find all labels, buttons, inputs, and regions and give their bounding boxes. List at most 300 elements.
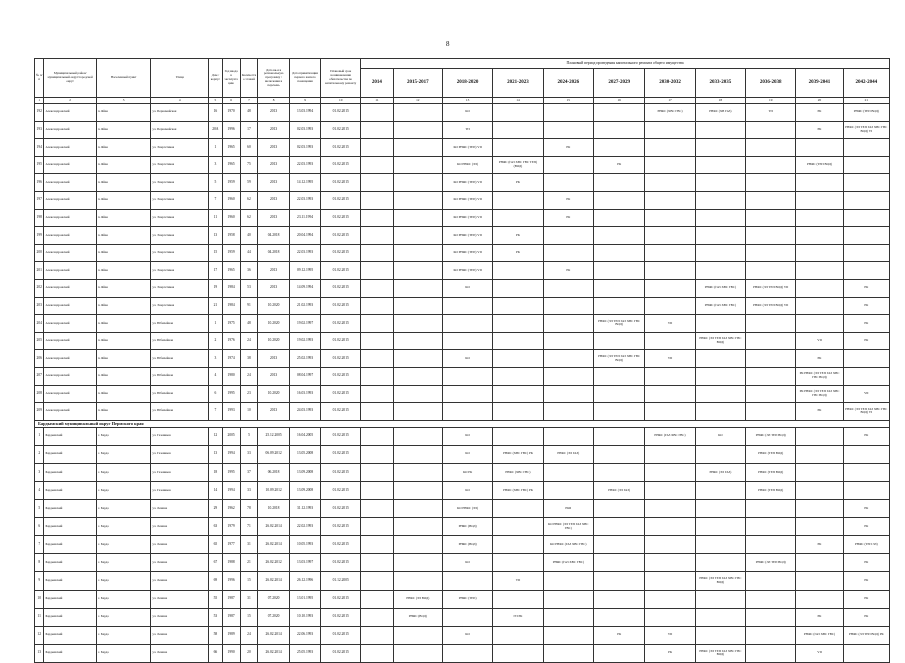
municipality-cell: Александровский (44, 139, 96, 157)
planned-work-cell (361, 427, 394, 445)
street-cell: ул. Первомайская (151, 121, 209, 139)
privatization-date-cell: 22.06.1993 (289, 626, 320, 644)
planned-work-cell (493, 139, 543, 157)
planned-work-cell: РНФС (ЭЛ ТЕП ГАЗ ХВС ГВС ВОД) (593, 350, 644, 368)
planned-work-cell: РНФС (ЭЛ ТЕП ГАЗ ХВС ГВС ВОД) (695, 644, 745, 662)
locality-cell: п. Яйва (96, 156, 151, 174)
planned-work-cell (361, 227, 394, 245)
obligation-date-cell: 01.02.2015 (321, 445, 361, 463)
planned-work-cell (746, 332, 796, 350)
planned-work-cell (493, 297, 543, 315)
planned-work-cell (543, 403, 593, 421)
planned-work-cell (695, 536, 745, 554)
locality-cell: п. Яйва (96, 315, 151, 333)
row-number: 195 (35, 156, 44, 174)
privatization-date-cell: 22.03.1993 (289, 244, 320, 262)
planned-work-cell (843, 191, 889, 209)
built-year-cell: 1987 (222, 590, 240, 608)
planned-work-cell (393, 536, 442, 554)
locality-cell: с. Барда (96, 554, 151, 572)
house-cell: 4 (209, 367, 223, 385)
locality-cell: п. Яйва (96, 139, 151, 157)
inclusion-date-cell: 2013 (258, 262, 289, 280)
built-year-cell: 1995 (222, 463, 240, 481)
planned-work-cell (493, 385, 543, 403)
planned-work-cell (695, 227, 745, 245)
planned-work-cell (393, 244, 442, 262)
house-cell: 11 (209, 209, 223, 227)
municipality-cell: Александровский (44, 262, 96, 280)
obligation-date-cell: 01.02.2015 (321, 385, 361, 403)
column-number: 14 (493, 98, 543, 104)
table-row (35, 227, 890, 245)
planned-work-cell (645, 227, 695, 245)
planned-work-cell (593, 191, 644, 209)
planned-work-cell (361, 608, 394, 626)
privatization-date-cell: 25.05.1993 (289, 644, 320, 662)
planned-work-cell: РК (843, 554, 889, 572)
inclusion-date-cell: 10.2020 (258, 297, 289, 315)
planned-work-cell (695, 174, 745, 192)
row-number: 6 (35, 518, 44, 536)
planned-work-cell (543, 332, 593, 350)
planned-work-cell (746, 500, 796, 518)
planned-work-cell (361, 350, 394, 368)
table-row (35, 174, 890, 192)
planned-work-cell (543, 590, 593, 608)
planned-work-cell (442, 403, 492, 421)
table-row (35, 367, 890, 385)
built-year-cell: 1996 (222, 572, 240, 590)
planned-work-cell (593, 427, 644, 445)
floors-cell: 10 (240, 403, 258, 421)
obligation-date-cell: 01.02.2015 (321, 536, 361, 554)
privatization-date-cell: 22.02.1993 (289, 518, 320, 536)
table-row (35, 608, 890, 626)
planned-work-cell: КО РНФС (ТЕП) VII (442, 191, 492, 209)
floors-cell: 20 (240, 644, 258, 662)
planned-work-cell (645, 121, 695, 139)
column-number: 3 (96, 98, 151, 104)
planned-work-cell (695, 121, 745, 139)
planned-work-cell (593, 518, 644, 536)
planned-work-cell: РК (843, 500, 889, 518)
municipality-cell: Бардымский (44, 572, 96, 590)
col-header-municipality: Муниципальный район/муниципальный округ/городской округ (44, 59, 96, 98)
row-number: 201 (35, 262, 44, 280)
built-year-cell: 1958 (222, 227, 240, 245)
planned-work-cell (593, 332, 644, 350)
built-year-cell: 1962 (222, 500, 240, 518)
planned-work-cell (393, 554, 442, 572)
planned-work-cell: КО РНФС (ЭЛ) (442, 500, 492, 518)
planned-work-cell (695, 262, 745, 280)
planned-work-cell: РНФС (ХВС ГВС) (493, 463, 543, 481)
planned-work-cell: РКБ (543, 500, 593, 518)
column-number: 2 (44, 98, 96, 104)
planned-work-cell (393, 104, 442, 122)
municipality-cell: Александровский (44, 244, 96, 262)
planned-work-cell: РНФС (ЭЛ ТЕП ВОД) (746, 427, 796, 445)
municipality-cell: Александровский (44, 121, 96, 139)
table-row (35, 350, 890, 368)
municipality-cell: Бардымский (44, 500, 96, 518)
house-cell: 3 (209, 350, 223, 368)
section-title: Бардымский муниципальный округ Пермского края (35, 420, 890, 427)
privatization-date-cell: 13.05.2008 (289, 445, 320, 463)
street-cell: ул. Ленина (151, 626, 209, 644)
planned-work-cell (361, 367, 394, 385)
inclusion-date-cell: 26.02.2014 (258, 572, 289, 590)
year-header: 2039-2041 (796, 69, 843, 98)
obligation-date-cell: 01.02.2015 (321, 427, 361, 445)
table-row (35, 139, 890, 157)
planned-work-cell: РК (843, 590, 889, 608)
planned-work-cell: ГП РК (493, 608, 543, 626)
inclusion-date-cell: 25.12.2005 (258, 427, 289, 445)
column-number: 8 (258, 98, 289, 104)
table-row (35, 297, 890, 315)
planned-work-cell: РК (493, 244, 543, 262)
house-cell: 12 (209, 427, 223, 445)
floors-cell: 75 (240, 156, 258, 174)
planned-work-cell (543, 608, 593, 626)
planned-work-cell: РК (843, 518, 889, 536)
obligation-date-cell: 01.02.2015 (321, 104, 361, 122)
planned-work-cell (843, 463, 889, 481)
column-number: 20 (796, 98, 843, 104)
obligation-date-cell: 01.02.2015 (321, 367, 361, 385)
planned-work-cell (493, 427, 543, 445)
planned-work-cell (695, 518, 745, 536)
floors-cell: 31 (240, 536, 258, 554)
built-year-cell: 2005 (222, 427, 240, 445)
locality-cell: п. Яйва (96, 191, 151, 209)
table-row (35, 427, 890, 445)
obligation-date-cell: 01.12.2005 (321, 572, 361, 590)
planned-work-cell (645, 445, 695, 463)
municipality-cell: Александровский (44, 156, 96, 174)
municipality-cell: Бардымский (44, 626, 96, 644)
planned-work-cell (746, 156, 796, 174)
planned-work-cell (593, 463, 644, 481)
locality-cell: с. Барда (96, 500, 151, 518)
row-number: 10 (35, 590, 44, 608)
planned-work-cell: РНФС (ТЕП ВОД) (843, 104, 889, 122)
planned-work-cell (593, 297, 644, 315)
planned-work-cell (843, 209, 889, 227)
row-number: 207 (35, 367, 44, 385)
planned-work-cell: КО РНФС (ТЕП) VII (442, 262, 492, 280)
house-cell: 63 (209, 518, 223, 536)
planned-work-cell (593, 209, 644, 227)
planned-work-cell (393, 139, 442, 157)
year-header: 2030-2032 (645, 69, 695, 98)
planned-work-cell (746, 350, 796, 368)
column-number: 9 (289, 98, 320, 104)
planned-work-cell: РК (796, 403, 843, 421)
row-number: 200 (35, 244, 44, 262)
planned-work-cell (543, 644, 593, 662)
planned-work-cell (645, 156, 695, 174)
municipality-cell: Бардымский (44, 445, 96, 463)
floors-cell: 24 (240, 367, 258, 385)
planned-work-cell (543, 315, 593, 333)
planned-work-cell: РНФС (ЭЛ ТЕП ВОД) VII (746, 279, 796, 297)
planned-work-cell: КО РНФС (ЭЛ ТЕП ГАЗ ХВС ГВС) (543, 518, 593, 536)
planned-work-cell (361, 244, 394, 262)
inclusion-date-cell: 10.2020 (258, 385, 289, 403)
row-number: 1 (35, 427, 44, 445)
planned-work-cell: VII (645, 350, 695, 368)
planned-work-cell (543, 350, 593, 368)
municipality-cell: Александровский (44, 191, 96, 209)
planned-work-cell (746, 227, 796, 245)
planned-work-cell (361, 332, 394, 350)
planned-work-cell: VII (645, 626, 695, 644)
planned-work-cell (695, 590, 745, 608)
row-number: 13 (35, 644, 44, 662)
planned-work-cell: КО (442, 554, 492, 572)
planned-work-cell (695, 367, 745, 385)
planned-work-cell: КО (442, 104, 492, 122)
planned-work-cell (361, 572, 394, 590)
planned-work-cell (843, 445, 889, 463)
planned-work-cell (593, 139, 644, 157)
planned-work-cell: РНФС (ЭЛ ВОД) (393, 590, 442, 608)
planned-work-cell: ТП (442, 121, 492, 139)
house-cell: 20А (209, 121, 223, 139)
table-row (35, 644, 890, 662)
planned-work-cell (361, 297, 394, 315)
obligation-date-cell: 01.02.2015 (321, 191, 361, 209)
planned-work-cell (796, 445, 843, 463)
planned-work-cell (746, 536, 796, 554)
planned-work-cell (393, 297, 442, 315)
planned-work-cell: РНФС (ХВС ГВС) (645, 104, 695, 122)
planned-work-cell (361, 191, 394, 209)
planned-work-cell (746, 244, 796, 262)
planned-work-cell (361, 315, 394, 333)
built-year-cell: 1970 (222, 104, 240, 122)
municipality-cell: Александровский (44, 332, 96, 350)
col-header-floors: Количество этажей (240, 59, 258, 98)
municipality-cell: Бардымский (44, 536, 96, 554)
house-cell: 69 (209, 572, 223, 590)
table-row (35, 385, 890, 403)
planned-work-cell (645, 279, 695, 297)
planned-work-cell (796, 315, 843, 333)
planned-work-cell (746, 518, 796, 536)
planned-work-cell (593, 403, 644, 421)
planned-work-cell (843, 174, 889, 192)
planned-work-cell (361, 104, 394, 122)
col-header-house: Дом / корпус (209, 59, 223, 98)
planned-work-cell: РК (645, 644, 695, 662)
planned-work-cell: РНФС (ЭЛ ТЕП ГАЗ ХВС ГВС ВОД) (695, 572, 745, 590)
year-header: 2027-2029 (593, 69, 644, 98)
planned-work-cell (493, 332, 543, 350)
built-year-cell: 1975 (222, 315, 240, 333)
planned-work-cell: РНФС (ХВС ГВС) РК (493, 445, 543, 463)
table-row (35, 121, 890, 139)
planned-work-cell: РК (796, 350, 843, 368)
street-cell: ул. Первомайская (151, 104, 209, 122)
planned-work-cell (543, 427, 593, 445)
planned-work-cell (645, 209, 695, 227)
obligation-date-cell: 01.02.2015 (321, 332, 361, 350)
house-cell: 14 (209, 481, 223, 499)
house-cell: 18 (209, 463, 223, 481)
planned-work-cell (695, 481, 745, 499)
planned-work-cell (493, 350, 543, 368)
inclusion-date-cell: 2013 (258, 174, 289, 192)
column-number: 11 (361, 98, 394, 104)
obligation-date-cell: 01.02.2015 (321, 156, 361, 174)
locality-cell: с. Барда (96, 590, 151, 608)
planned-work-cell (746, 262, 796, 280)
floors-cell: 33 (240, 445, 258, 463)
column-number: 13 (442, 98, 492, 104)
street-cell: ул. Энергетиков (151, 191, 209, 209)
planned-work-cell (645, 463, 695, 481)
privatization-date-cell: 14.12.1995 (289, 174, 320, 192)
planned-work-cell (493, 262, 543, 280)
municipality-cell: Александровский (44, 385, 96, 403)
floors-cell: 62 (240, 191, 258, 209)
built-year-cell: 1974 (222, 350, 240, 368)
planned-work-cell (361, 500, 394, 518)
inclusion-date-cell: 26.02.2014 (258, 626, 289, 644)
locality-cell: п. Яйва (96, 332, 151, 350)
privatization-date-cell: 13.03.1994 (289, 104, 320, 122)
planned-work-cell: РНФС (ЭЛ ТЕП ГАЗ ХВС ГВС ВОД) (695, 332, 745, 350)
planned-work-cell: РНФС (ЭЛ ГАЗ) (695, 463, 745, 481)
planned-work-cell (796, 500, 843, 518)
floors-cell: 24 (240, 626, 258, 644)
planned-work-cell (393, 315, 442, 333)
planned-work-cell (746, 174, 796, 192)
planned-work-cell (393, 518, 442, 536)
planned-work-cell (543, 572, 593, 590)
planned-work-cell (442, 385, 492, 403)
planned-work-cell (843, 244, 889, 262)
column-number: 6 (222, 98, 240, 104)
locality-cell: с. Барда (96, 608, 151, 626)
column-number: 16 (593, 98, 644, 104)
inclusion-date-cell: 2013 (258, 279, 289, 297)
planned-work-cell: РНФС (ГАЗ ХВС ГВС) (543, 554, 593, 572)
column-number: 7 (240, 98, 258, 104)
planned-work-cell (843, 156, 889, 174)
planned-work-cell (493, 367, 543, 385)
privatization-date-cell: 20.04.1994 (289, 227, 320, 245)
planned-work-cell (796, 139, 843, 157)
planned-work-cell (393, 156, 442, 174)
planned-work-cell (843, 350, 889, 368)
planned-work-cell (361, 121, 394, 139)
planned-work-cell (593, 445, 644, 463)
column-number: 10 (321, 98, 361, 104)
planned-work-cell: РНФС (ЭЛ ГАЗ) (593, 481, 644, 499)
obligation-date-cell: 01.02.2015 (321, 500, 361, 518)
row-number: 196 (35, 174, 44, 192)
planned-work-cell: РК (796, 608, 843, 626)
planned-work-cell (361, 463, 394, 481)
street-cell: ул. Газовиков (151, 445, 209, 463)
planned-work-cell: РНФС (ГАЗ ХВС ГВС) (695, 297, 745, 315)
row-number: 192 (35, 104, 44, 122)
year-header: 2015-2017 (393, 69, 442, 98)
planned-work-cell (746, 209, 796, 227)
inclusion-date-cell: 04.2018 (258, 227, 289, 245)
planned-work-cell (442, 608, 492, 626)
planned-work-cell: РК (843, 572, 889, 590)
column-number: 15 (543, 98, 593, 104)
planned-work-cell (695, 315, 745, 333)
privatization-date-cell: 10.05.1993 (289, 536, 320, 554)
planned-work-cell: РНФС (ЭЛ ТЕП ГАЗ ХВС ГВС ВОД) VI (843, 121, 889, 139)
planned-work-cell (593, 554, 644, 572)
house-cell: 13 (209, 445, 223, 463)
planned-work-cell (796, 191, 843, 209)
floors-cell: 78 (240, 500, 258, 518)
planned-work-cell: РК РНФС (ЭЛ ТЕП ГАЗ ХВС ГВС ВОД) (796, 385, 843, 403)
planned-work-cell (393, 191, 442, 209)
planned-work-cell (746, 367, 796, 385)
privatization-date-cell: 19.02.1993 (289, 332, 320, 350)
planned-work-cell (645, 536, 695, 554)
planned-work-cell: РНФС (ГАЗ ХВС ГВС ТЕП) (ВОД) (493, 156, 543, 174)
planned-work-cell (361, 626, 394, 644)
house-cell: 7 (209, 403, 223, 421)
column-number: 18 (695, 98, 745, 104)
inclusion-date-cell: 06.2018 (258, 463, 289, 481)
row-number: 203 (35, 297, 44, 315)
house-cell: 65 (209, 536, 223, 554)
planned-work-cell: РК (843, 332, 889, 350)
street-cell: ул. Энергетиков (151, 262, 209, 280)
floors-cell: 44 (240, 244, 258, 262)
floors-cell: 91 (240, 297, 258, 315)
planned-work-cell (361, 403, 394, 421)
planned-work-cell (593, 367, 644, 385)
street-cell: ул. Ленина (151, 608, 209, 626)
planned-work-cell (361, 554, 394, 572)
floors-cell: 48 (240, 104, 258, 122)
planned-work-cell (645, 297, 695, 315)
table-row (35, 481, 890, 499)
privatization-date-cell: 26.12.1996 (289, 572, 320, 590)
built-year-cell: 1960 (222, 209, 240, 227)
street-cell: ул. Юбилейная (151, 315, 209, 333)
table-row (35, 463, 890, 481)
table-row (35, 572, 890, 590)
house-cell: 6 (209, 385, 223, 403)
inclusion-date-cell: 2013 (258, 139, 289, 157)
planned-work-cell (393, 481, 442, 499)
planned-work-cell (843, 481, 889, 499)
municipality-cell: Александровский (44, 350, 96, 368)
planned-work-cell: РК (796, 536, 843, 554)
privatization-date-cell: 09.12.1995 (289, 262, 320, 280)
planned-work-cell: КО РК (442, 463, 492, 481)
col-header-street: Улица (151, 59, 209, 98)
obligation-date-cell: 01.02.2015 (321, 121, 361, 139)
street-cell: ул. Энергетиков (151, 244, 209, 262)
planned-work-cell (493, 536, 543, 554)
planned-work-cell (695, 626, 745, 644)
